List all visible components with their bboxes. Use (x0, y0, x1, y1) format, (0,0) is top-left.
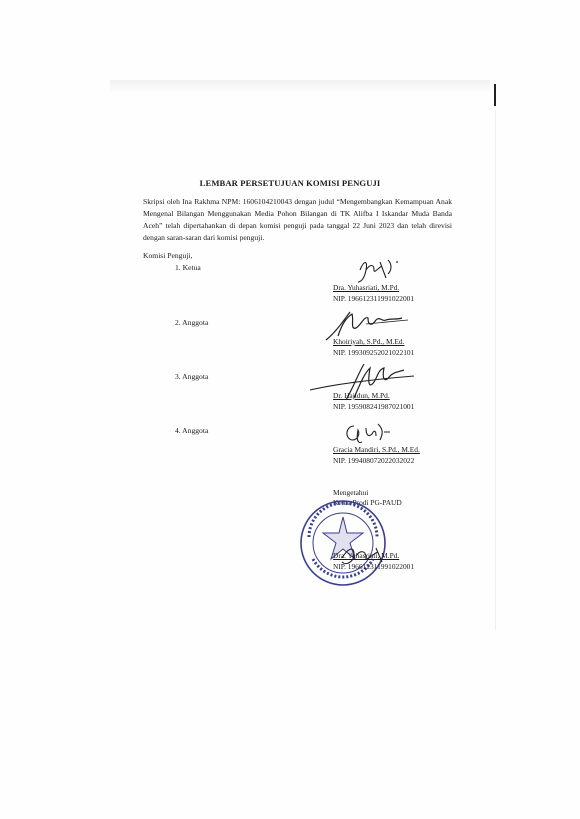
scan-edge-line (495, 110, 496, 630)
signature-4 (340, 418, 400, 448)
komisi-penguji-label: Komisi Penguji, (143, 251, 193, 260)
approval-name: Dra. Yuhasriati, M.Pd. (333, 551, 400, 560)
member-2-role: 2. Anggota (175, 318, 209, 327)
member-3-role: 3. Anggota (175, 372, 209, 381)
member-3-nip: NIP. 195908241987021001 (333, 402, 415, 411)
member-1-name: Dra. Yuhasriati, M.Pd. (333, 283, 400, 292)
mengetahui-label: Mengetahui (333, 488, 369, 497)
member-4-nip: NIP. 199408072022032022 (333, 456, 415, 465)
member-1-role: 1. Ketua (175, 263, 201, 272)
approval-nip: NIP. 196612311991022001 (333, 562, 415, 571)
scan-shadow (110, 80, 490, 94)
member-1-nip: NIP. 196612311991022001 (333, 294, 415, 303)
member-3-name: Dr. Hajidun, M.Pd. (333, 391, 390, 400)
member-4-name: Gracia Mandiri, S.Pd., M.Ed. (333, 445, 420, 454)
member-4-role: 4. Anggota (175, 426, 209, 435)
signature-1 (352, 256, 412, 286)
member-2-nip: NIP. 199309252021022101 (333, 348, 415, 357)
scan-edge-mark (494, 84, 496, 106)
approval-position: Ketua Prodi PG-PAUD (333, 498, 402, 507)
document-title: LEMBAR PERSETUJUAN KOMISI PENGUJI (199, 178, 381, 188)
member-2-name: Khoiriyah, S.Pd., M.Ed. (333, 337, 405, 346)
approval-paragraph: Skripsi oleh Ina Rakhma NPM: 1606104210043 dengan judul “Mengembangkan Kemampuan Anak Mengenal Bilangan Menggunakan Media Pohon Bilangan di TK Alifba I Iskandar Muda Banda Aceh” telah dipertahankan di depan komisi penguji pada tanggal 22 Juni 2023 dan telah direvisi dengan saran-saran dari komisi penguji. (143, 197, 452, 242)
